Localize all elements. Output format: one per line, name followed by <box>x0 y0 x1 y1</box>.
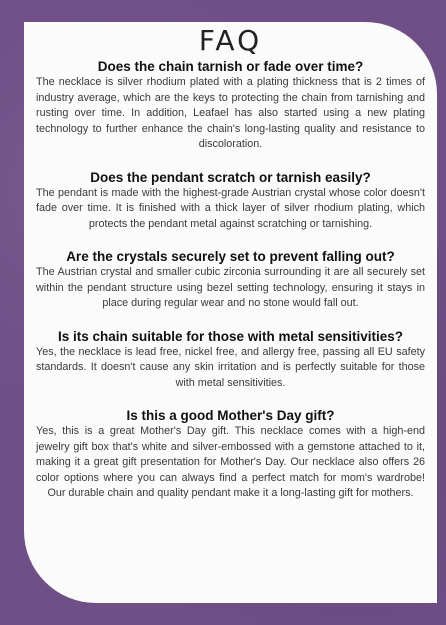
faq-answer: Yes, the necklace is lead free, nickel free, and allergy free, passing all EU safety standards. It doesn't cause any skin irritation and is perfectly suitable for those with metal sensitivities. <box>36 345 425 389</box>
faq-answer: The Austrian crystal and smaller cubic zirconia surrounding it are all securely set within the pendant structure using bezel setting technology, ensuring it stays in place during regular wear and no stone would fall out. <box>36 266 425 309</box>
faq-question: Is this a good Mother's Day gift? <box>126 408 335 423</box>
faq-question: Is its chain suitable for those with metal sensitivities? <box>57 328 404 344</box>
faq-answer: The necklace is silver rhodium plated with a plating thickness that is 2 times of industry average, which are the keys to protecting the chain from tarnishing and rusting over time. In addition, Leafael has also started using a new plating technology to further enhance the chain's long-lasting quality and resistance to discoloration. <box>36 76 425 150</box>
faq-item-chain-tarnish <box>36 58 425 153</box>
page-title: FAQ <box>198 24 263 57</box>
faq-answer: The pendant is made with the highest-grade Austrian crystal whose color doesn't fade over time. It is finished with a thick layer of silver rhodium plating, which protects the pendant metal against scratching or tarnishing. <box>36 186 425 230</box>
faq-item-metal-sensitivity <box>36 328 425 392</box>
faq-question: Does the pendant scratch or tarnish easily? <box>90 169 371 185</box>
faq-answer: Yes, this is a great Mother's Day gift. This necklace comes with a high-end jewelry gift box that's white and silver-embossed with a gemstone attached to it, making it a great gift presentation for Mother's Day. Our necklace also offers 26 color options where you can always find a perfect match for mom's wardrobe! Our durable chain and quality pendant make it a long-lasting gift for mothers. <box>36 425 425 499</box>
faq-question: Does the chain tarnish or fade over time? <box>97 59 364 74</box>
faq-item-mothers-day <box>36 407 425 502</box>
faq-card <box>24 22 437 603</box>
faq-item-pendant-scratch <box>36 169 425 233</box>
faq-item-crystals-secure <box>36 248 425 312</box>
faq-question: Are the crystals securely set to prevent falling out? <box>66 249 395 264</box>
